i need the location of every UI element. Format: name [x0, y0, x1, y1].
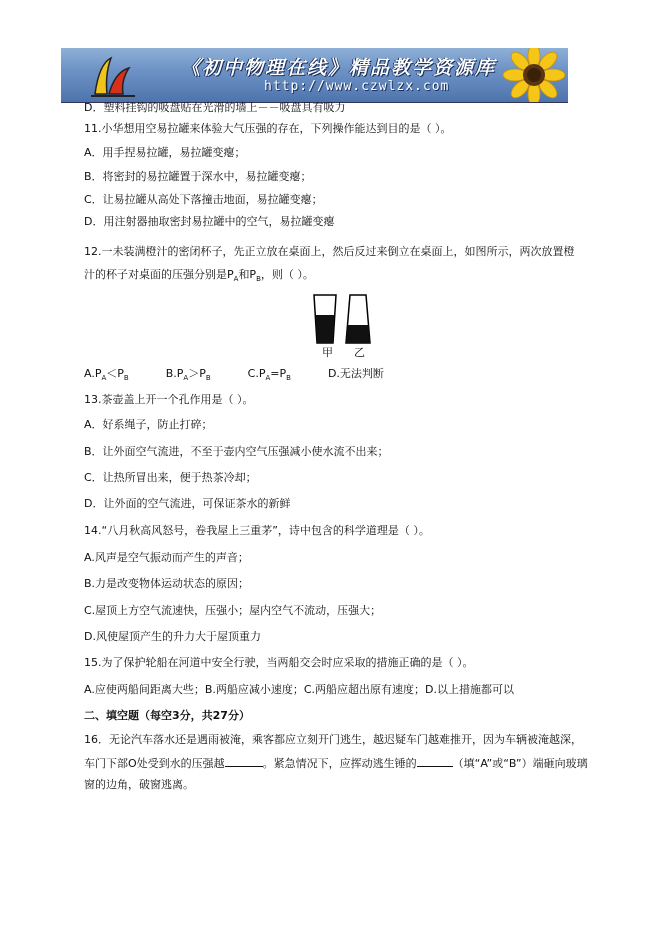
- figure-label-jia: 甲: [322, 346, 333, 359]
- q12-option-b: $B.P_A>P_B$: [165, 367, 211, 383]
- q13-option-d: D．让外面的空气流进，可保证茶水的新鲜: [84, 497, 291, 510]
- figure-label-yi: 乙: [354, 346, 365, 359]
- q10-option-d: D．塑料挂钩的吸盘贴在光滑的墙上－－吸盘具有吸力: [84, 101, 346, 114]
- q11-stem: 11.小华想用空易拉罐来体验大气压强的存在，下列操作能达到目的是（ ）。: [84, 122, 452, 135]
- cups-figure: [310, 291, 382, 357]
- q13-option-c: C．让热所冒出来，便于热茶冷却；: [84, 471, 257, 484]
- q15-options: A.应使两船间距离大些；B.两船应减小速度；C.两船应超出原有速度；D.以上措施都可以: [84, 683, 515, 696]
- q14-stem: 14.“八月秋高风怒号，卷我屋上三重茅”，诗中包含的科学道理是（ ）。: [84, 524, 430, 537]
- q13-option-a: A．好系绳子，防止打碎；: [84, 418, 213, 431]
- q11-option-b: B．将密封的易拉罐置于深水中，易拉罐变瘪；: [84, 170, 312, 183]
- q11-option-c: C．让易拉罐从高处下落撞击地面，易拉罐变瘪；: [84, 193, 323, 206]
- banner-url[interactable]: http://www.czwlzx.com: [264, 79, 450, 94]
- q14-option-d: D.风使屋顶产生的升力大于屋顶重力: [84, 630, 261, 643]
- q12-stem-line1: 12.一未装满橙汁的密闭杯子，先正立放在桌面上，然后反过来倒立在桌面上，如图所示，两次放置橙: [84, 245, 575, 258]
- q11-option-d: D．用注射器抽取密封易拉罐中的空气，易拉罐变瘪: [84, 215, 335, 228]
- q14-option-c: C.屋顶上方空气流速快，压强小；屋内空气不流动，压强大；: [84, 604, 382, 617]
- sunflower-icon: [496, 48, 566, 103]
- site-logo-icon: [89, 54, 137, 98]
- q16-line1: 16．无论汽车落水还是遇雨被淹，乘客都应立刻开门逃生，越迟疑车门越难推开，因为车辆被淹越深，: [84, 733, 582, 746]
- q12-stem-line2: 汁的杯子对桌面的压强分别是$P_A$和$P_B$，则（ ）。: [84, 268, 314, 284]
- q12-option-a: $A.P_A<P_B$: [84, 367, 129, 383]
- q12-options: [84, 367, 384, 385]
- q13-stem: 13.茶壶盖上开一个孔作用是（ ）。: [84, 393, 254, 406]
- q16-line2: 车门下部O处受到水的压强越 。紧急情况下，应挥动逃生锤的 （填“A”或“B”）端砸向玻璃: [84, 757, 588, 770]
- q15-stem: 15.为了保护轮船在河道中安全行驶，当两船交会时应采取的措施正确的是（ ）。: [84, 656, 474, 669]
- section-fill-blank-heading: 二、填空题（每空3分，共27分）: [84, 709, 250, 722]
- answer-blank-2[interactable]: [417, 756, 453, 767]
- q13-option-b: B．让外面空气流进，不至于壶内空气压强减小使水流不出来；: [84, 445, 389, 458]
- q14-option-a: A.风声是空气振动而产生的声音；: [84, 551, 249, 564]
- q12-option-d: D.无法判断: [327, 367, 384, 380]
- banner-title: 《初中物理在线》精品教学资源库: [181, 57, 497, 79]
- q14-option-b: B.力是改变物体运动状态的原因；: [84, 577, 250, 590]
- header-banner: [61, 48, 568, 103]
- q16-line3: 窗的边角，破窗逃离。: [84, 778, 194, 791]
- q12-option-c: $C.P_A=P_B$: [247, 367, 291, 383]
- q11-option-a: A．用手捏易拉罐，易拉罐变瘪；: [84, 146, 246, 159]
- answer-blank-1[interactable]: [225, 756, 263, 767]
